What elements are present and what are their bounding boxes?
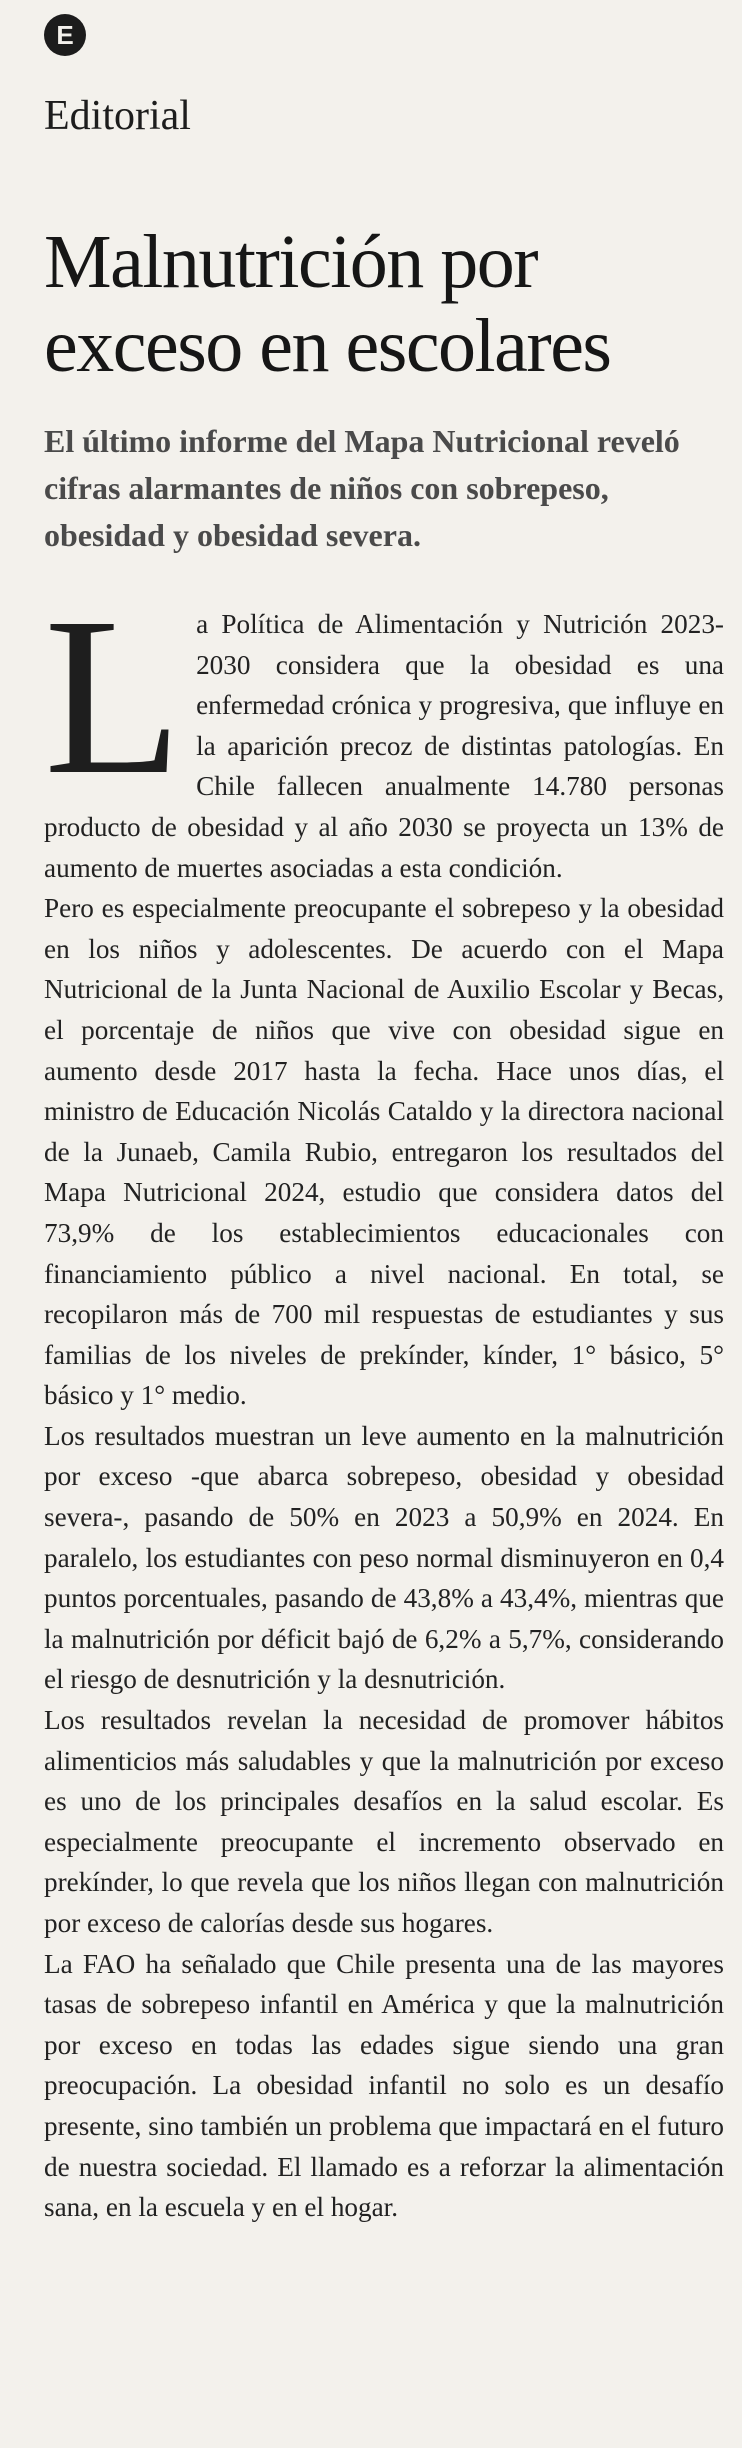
drop-cap: L (44, 571, 183, 821)
headline: Malnutrición por exceso en escolares (44, 220, 611, 388)
paragraph-3: Los resultados muestran un leve aumento en la malnutrición por exceso -que abarca sobrepeso, obesidad y obesidad severa-, pasando de 50% en 2023 a 50,9% en 2024. En paralelo, los estudiantes con peso normal disminuyeron en 0,4 puntos porcentuales, pasando de 43,8% a 43,4%, mientras que la malnutrición por déficit bajó de 6,2% a 5,7%, considerando el riesgo de desnutrición y la desnutrición. (44, 1420, 724, 1695)
paragraph-5: La FAO ha señalado que Chile presenta una de las mayores tasas de sobrepeso infantil en América y que la malnutrición por exceso en todas las edades sigue siendo una gran preocupación. La obesidad infantil no solo es un desafío presente, sino también un problema que impactará en el futuro de nuestra sociedad. El llamado es a reforzar la alimentación sana, en la escuela y en el hogar. (44, 1948, 724, 2223)
section-badge: E (44, 14, 86, 56)
paragraph-2: Pero es especialmente preocupante el sobrepeso y la obesidad en los niños y adolescentes. De acuerdo con el Mapa Nutricional de la Junta Nacional de Auxilio Escolar y Becas, el porcentaje de niños que vive con obesidad sigue en aumento desde 2017 hasta la fecha. Hace unos días, el ministro de Educación Nicolás Cataldo y la directora nacional de la Junaeb, Camila Rubio, entregaron los resultados del Mapa Nutricional 2024, estudio que considera datos del 73,9% de los establecimientos educacionales con financiamiento público a nivel nacional. En total, se recopilaron más de 700 mil respuestas de estudiantes y sus familias de los niveles de prekínder, kínder, 1° básico, 5° básico y 1° medio. (44, 893, 724, 1411)
article-body (44, 571, 724, 2228)
dek: El último informe del Mapa Nutricional reveló cifras alarmantes de niños con sobrepeso, obesidad y obesidad severa. (44, 423, 680, 553)
paragraph-1-text: a Política de Alimentación y Nutrición 2023-2030 considera que la obesidad es una enfermedad crónica y progresiva, que influye en la aparición precoz de distintas patologías. En Chile fallecen anualmente 14.780 personas producto de obesidad y al año 2030 se proyecta un 13% de aumento de muertes asociadas a esta condición. (44, 609, 724, 883)
paragraph-1 (44, 571, 724, 888)
section-label: Editorial (44, 93, 191, 139)
paragraph-4: Los resultados revelan la necesidad de promover hábitos alimenticios más saludables y que la malnutrición por exceso es uno de los principales desafíos en la salud escolar. Es especialmente preocupante el incremento observado en prekínder, lo que revela que los niños llegan con malnutrición por exceso de calorías desde sus hogares. (44, 1705, 724, 1938)
